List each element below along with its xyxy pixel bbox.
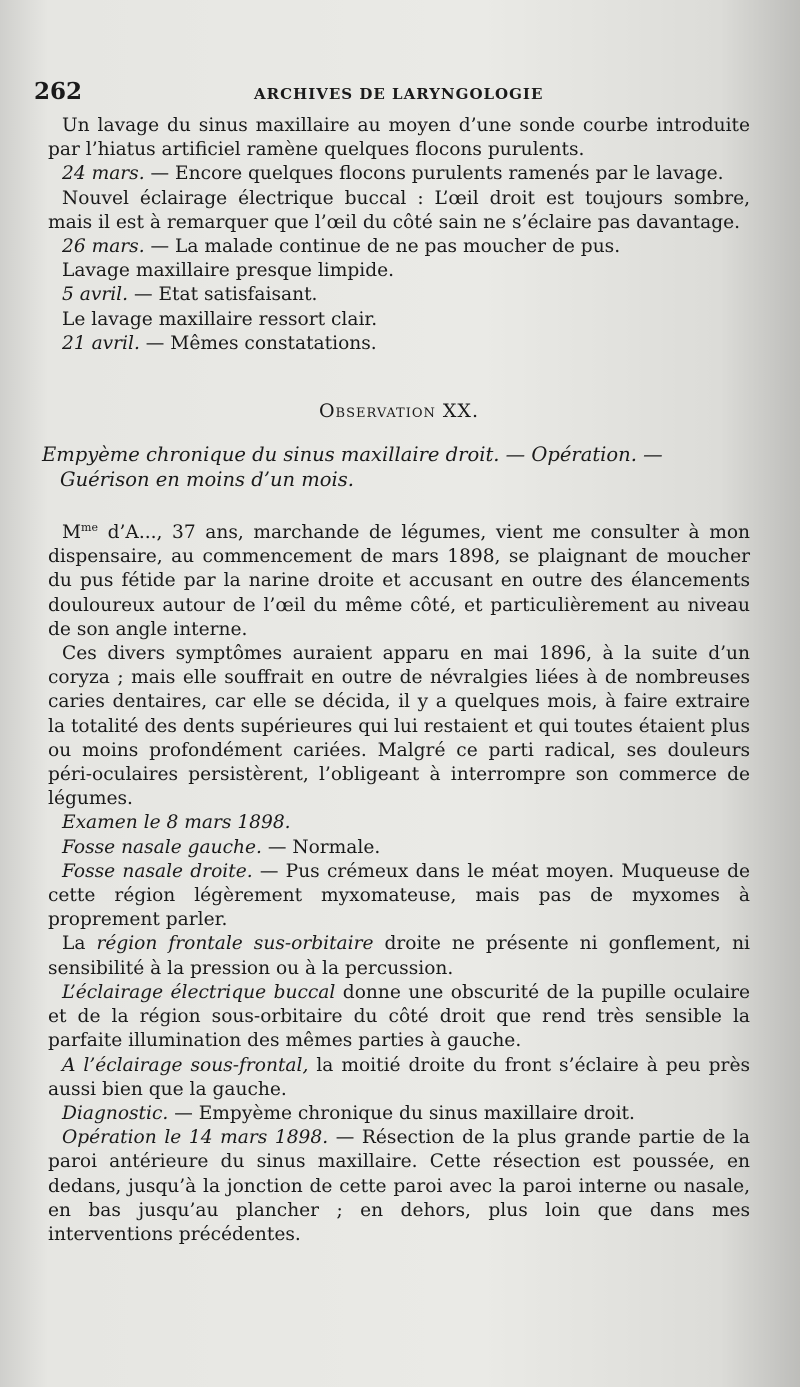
operation-entry	[48, 1126, 750, 1247]
intro-paragraph	[48, 259, 750, 283]
intro-paragraph	[48, 308, 750, 332]
patient-sup: me	[81, 521, 98, 535]
observation-number: XX.	[442, 400, 479, 423]
operation-text: — Résection de la plus grande partie de la paroi antérieure du sinus maxillaire. Cette résection est poussée, en dedans, jusqu’à la jonction de cette paroi avec la paroi interne ou nasale, en bas jusqu’au plancher ; en dehors, plus loin que dans mes interventions précédentes.	[48, 1127, 751, 1245]
finding-label: Fosse nasale gauche.	[62, 836, 262, 858]
finding-entry	[48, 932, 750, 980]
entry-date: 21 avril.	[62, 332, 140, 354]
finding-label: région frontale sus-orbitaire	[96, 933, 374, 955]
case-paragraph	[48, 642, 750, 811]
entry-date: 5 avril.	[62, 284, 129, 306]
observation-label: Observation	[318, 400, 436, 423]
page-header	[34, 78, 750, 114]
paragraph-text: d’A..., 37 ans, marchande de légumes, vient me consulter à mon dispensaire, au commencement de mars 1898, se plaignant de moucher du pus fétide par la narine droite et accusant en outre des élancements douloureux autour de l’œil du même côté, et particulièrement au niveau de son angle interne.	[48, 522, 750, 640]
finding-entry	[48, 836, 750, 860]
paragraph-text: Ces divers symptômes auraient apparu en mai 1896, à la suite d’un coryza ; mais elle souffrait en outre de névralgies liées à de nombreuses caries dentaires, car elle se décida, il y a quelques mois, à faire extraire la totalité des dents supérieures qui lui restaient et qui toutes étaient plus ou moins profondément cariées. Malgré ce parti radical, ses douleurs péri-oculaires persistèrent, l’obligeant à interrompre son commerce de légumes.	[48, 643, 750, 810]
finding-prefix: La	[62, 933, 97, 955]
finding-text: la moitié droite du front s’éclaire à peu près aussi bien que la gauche.	[48, 1054, 750, 1100]
diagnostic-text: — Empyème chronique du sinus maxillaire droit.	[168, 1102, 635, 1124]
observation-subtitle	[42, 442, 750, 492]
diagnostic-label: Diagnostic.	[62, 1102, 169, 1124]
patient-prefix: M	[62, 522, 82, 544]
entry-date: 26 mars.	[62, 236, 145, 258]
subtitle-line-1: Empyème chronique du sinus maxillaire droit. — Opération. —	[42, 443, 663, 467]
finding-text: — Normale.	[261, 836, 381, 858]
finding-entry	[48, 981, 750, 1054]
exam-line	[48, 811, 750, 835]
intro-section	[48, 114, 750, 356]
case-paragraph	[48, 516, 750, 642]
intro-paragraph	[48, 187, 750, 235]
paragraph-text: Le lavage maxillaire ressort clair.	[62, 308, 378, 330]
finding-label: A l’éclairage sous-frontal,	[62, 1054, 309, 1076]
diagnostic-entry	[48, 1102, 750, 1126]
intro-entry	[48, 162, 750, 186]
intro-entry	[48, 283, 750, 307]
entry-text: — Mêmes constatations.	[139, 332, 377, 354]
running-title: ARCHIVES DE LARYNGOLOGIE	[254, 85, 544, 103]
finding-label: L’éclairage électrique buccal	[62, 981, 336, 1003]
exam-date: Examen le 8 mars 1898.	[62, 812, 291, 834]
observation-heading	[48, 400, 750, 422]
paragraph-text: Nouvel éclairage électrique buccal : L’œil droit est toujours sombre, mais il est à remarquer que l’œil du côté sain ne s’éclaire pas davantage.	[48, 187, 750, 233]
intro-entry	[48, 235, 750, 259]
paragraph-text: Lavage maxillaire presque limpide.	[62, 260, 395, 282]
entry-text: — La malade continue de ne pas moucher de pus.	[144, 236, 621, 258]
entry-text: — Encore quelques flocons purulents ramenés par le lavage.	[144, 163, 724, 185]
finding-entry	[48, 860, 750, 933]
entry-text: — Etat satisfaisant.	[128, 284, 318, 306]
intro-paragraph	[48, 114, 750, 162]
entry-date: 24 mars.	[62, 163, 145, 185]
page-number: 262	[34, 78, 83, 105]
operation-label: Opération le 14 mars 1898.	[62, 1127, 329, 1149]
finding-label: Fosse nasale droite.	[62, 860, 253, 882]
case-section	[48, 516, 750, 1247]
finding-text: — Pus crémeux dans le méat moyen. Muqueuse de cette région légèrement myxomateuse, mais pas de myxomes à proprement parler.	[48, 860, 750, 931]
finding-text: droite ne présente ni gonflement, ni sensibilité à la pression ou à la percussion.	[48, 933, 750, 979]
finding-entry	[48, 1054, 750, 1102]
paragraph-text: Un lavage du sinus maxillaire au moyen d’une sonde courbe introduite par l’hiatus artificiel ramène quelques flocons purulents.	[48, 115, 750, 161]
subtitle-line-2: Guérison en moins d’un mois.	[60, 468, 354, 492]
finding-text: donne une obscurité de la pupille oculaire et de la région sous-orbitaire du côté droit que rend très sensible la parfaite illumination des mêmes parties à gauche.	[48, 981, 750, 1052]
intro-entry	[48, 332, 750, 356]
